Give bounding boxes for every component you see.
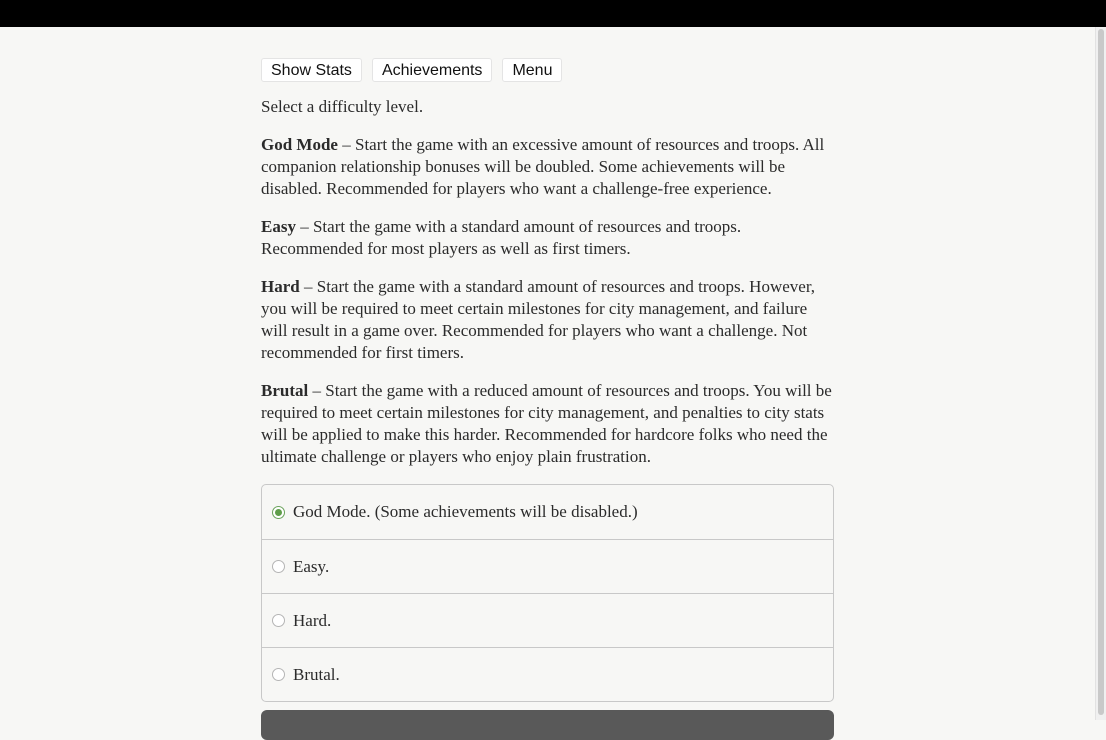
choice-hard[interactable] bbox=[262, 593, 833, 647]
choice-brutal[interactable] bbox=[262, 647, 833, 701]
choice-label: Brutal. bbox=[293, 664, 340, 684]
choice-label: God Mode. (Some achievements will be disabled.) bbox=[293, 502, 638, 521]
scrollbar[interactable] bbox=[1095, 27, 1106, 720]
difficulty-name: Easy bbox=[261, 217, 296, 236]
difficulty-god-mode bbox=[261, 134, 834, 200]
difficulty-description: – Start the game with an excessive amount of resources and troops. All companion relationship bonuses will be doubled. Some achievements will be disabled. Recommended for players who want a challenge-free experience. bbox=[261, 135, 825, 198]
intro-text: Select a difficulty level. bbox=[261, 97, 424, 116]
choice-god-mode[interactable] bbox=[262, 485, 833, 539]
radio-button[interactable] bbox=[272, 560, 285, 573]
difficulty-description: – Start the game with a reduced amount of resources and troops. You will be required to meet certain milestones for city management, and penalties to city stats will be applied to make this harder. Recommended for hardcore folks who need the ultimate challenge or players who enjoy plain frustration. bbox=[261, 381, 832, 466]
difficulty-brutal bbox=[261, 380, 834, 468]
difficulty-easy bbox=[261, 216, 834, 260]
scrollbar-thumb[interactable] bbox=[1098, 29, 1104, 715]
radio-button-selected[interactable] bbox=[272, 506, 285, 519]
toolbar bbox=[261, 58, 834, 82]
choice-label: Hard. bbox=[293, 610, 332, 630]
menu-button[interactable]: Menu bbox=[502, 58, 562, 82]
difficulty-name: Brutal bbox=[261, 381, 309, 400]
difficulty-description: – Start the game with a standard amount of resources and troops. Recommended for most players as well as first timers. bbox=[261, 217, 742, 258]
difficulty-name: God Mode bbox=[261, 135, 338, 154]
next-button[interactable] bbox=[261, 710, 834, 740]
main-content bbox=[261, 58, 834, 702]
show-stats-button[interactable]: Show Stats bbox=[261, 58, 362, 82]
achievements-button[interactable]: Achievements bbox=[372, 58, 493, 82]
choice-label: Easy. bbox=[293, 556, 330, 576]
radio-button[interactable] bbox=[272, 668, 285, 681]
difficulty-choices bbox=[261, 484, 834, 702]
difficulty-hard bbox=[261, 276, 834, 364]
choice-easy[interactable] bbox=[262, 539, 833, 593]
difficulty-description: – Start the game with a standard amount of resources and troops. However, you will be required to meet certain milestones for city management, and failure will result in a game over. Recommended for players who want a challenge. Not recommended for first timers. bbox=[261, 277, 816, 362]
top-bar bbox=[0, 0, 1106, 27]
radio-button[interactable] bbox=[272, 614, 285, 627]
difficulty-name: Hard bbox=[261, 277, 300, 296]
